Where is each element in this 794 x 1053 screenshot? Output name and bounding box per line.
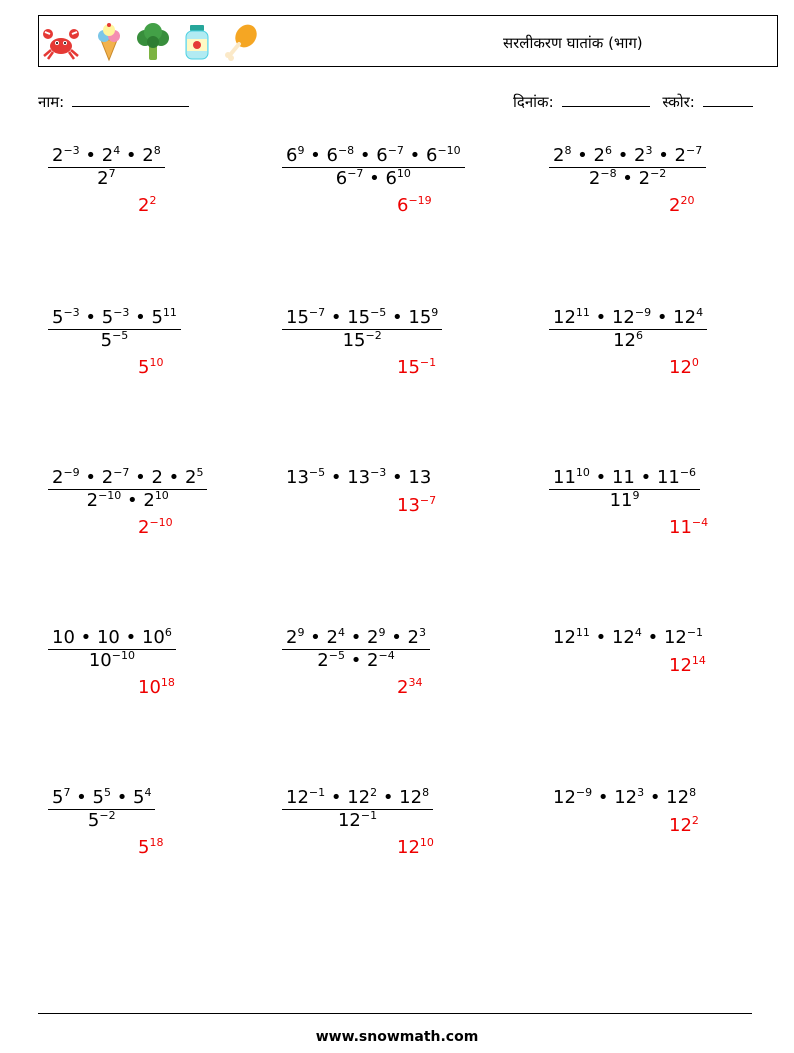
power-term: $6^{10}$	[385, 167, 411, 189]
power-term: $15^{-7}$	[286, 306, 326, 328]
answer-14	[397, 836, 434, 858]
multiply-dot: •	[325, 787, 348, 808]
power-term: $12^6$	[613, 329, 643, 351]
power-term: $2^3$	[634, 144, 653, 166]
multiply-dot: •	[325, 467, 348, 488]
date-label: दिनांक:	[513, 93, 554, 111]
power-term: $2^4$	[326, 626, 345, 648]
power-term: $12^2$	[347, 786, 378, 808]
drumstick-icon	[221, 22, 261, 62]
answer-10	[138, 676, 175, 698]
fraction	[48, 786, 155, 831]
power-term: $6^{-7}$	[335, 167, 364, 189]
multiply-dot: •	[652, 145, 675, 166]
power-term: $2^{-3}$	[52, 144, 80, 166]
denominator	[48, 489, 207, 510]
answer-5	[397, 356, 437, 378]
expression	[282, 466, 432, 488]
footer-url: www.snowmath.com	[315, 1029, 479, 1045]
fraction	[48, 144, 165, 189]
fraction	[48, 626, 176, 671]
fraction	[549, 144, 706, 189]
answer-power: $2^2$	[138, 194, 157, 216]
expression	[549, 786, 697, 808]
answer-power: $2^{20}$	[669, 194, 695, 216]
multiply-dot: •	[377, 787, 400, 808]
problem-5	[282, 306, 442, 351]
expression	[549, 626, 704, 648]
answer-7	[138, 516, 173, 538]
answer-8	[397, 494, 437, 516]
denominator	[48, 649, 176, 670]
multiply-dot: •	[120, 145, 143, 166]
multiply-dot: •	[129, 307, 152, 328]
power-term: $15^{-2}$	[342, 329, 382, 351]
name-field	[38, 92, 189, 112]
power-term: $2^5$	[184, 466, 204, 488]
power-term: 10	[96, 627, 120, 648]
problem-14	[282, 786, 433, 831]
answer-11	[397, 676, 423, 698]
multiply-dot: •	[386, 467, 409, 488]
power-term: $2^{10}$	[143, 489, 169, 511]
multiply-dot: •	[79, 467, 102, 488]
power-term: $15^9$	[408, 306, 439, 328]
numerator	[48, 786, 155, 809]
date-blank[interactable]	[562, 92, 650, 107]
fraction	[282, 626, 430, 671]
answer-power: $12^{10}$	[397, 836, 434, 858]
power-term: $10^6$	[141, 626, 172, 648]
problem-4	[48, 306, 181, 351]
multiply-dot: •	[592, 787, 615, 808]
crab-icon	[41, 22, 81, 62]
power-term: $12^{11}$	[553, 626, 590, 648]
worksheet-header	[38, 15, 778, 67]
problem-1	[48, 144, 165, 189]
power-term: $2^8$	[142, 144, 161, 166]
problem-8	[282, 466, 432, 488]
power-term: $2^{-4}$	[367, 649, 395, 671]
power-term: $12^{-1}$	[337, 809, 378, 831]
numerator	[282, 144, 465, 167]
multiply-dot: •	[385, 627, 408, 648]
fraction	[48, 466, 207, 511]
numerator	[549, 306, 707, 329]
answer-power: $10^{18}$	[138, 676, 175, 698]
fraction	[282, 786, 433, 831]
power-term: $2^{-7}$	[674, 144, 703, 166]
power-term: $12^{-1}$	[663, 626, 704, 648]
power-term: $5^{-5}$	[100, 329, 129, 351]
power-term: $2^8$	[553, 144, 572, 166]
power-term: $5^{11}$	[151, 306, 177, 328]
power-term: $5^{-3}$	[101, 306, 130, 328]
problem-15	[549, 786, 697, 808]
problem-11	[282, 626, 430, 671]
power-term: $11^{10}$	[553, 466, 590, 488]
power-term: $2^{-5}$	[317, 649, 345, 671]
multiply-dot: •	[119, 627, 142, 648]
problem-3	[549, 144, 706, 189]
name-blank[interactable]	[72, 92, 189, 107]
numerator	[48, 626, 176, 649]
denominator	[48, 809, 155, 830]
denominator	[282, 809, 433, 830]
answer-12	[669, 654, 706, 676]
power-term: $12^{11}$	[553, 306, 590, 328]
multiply-dot: •	[403, 145, 426, 166]
denominator	[549, 489, 700, 510]
multiply-dot: •	[616, 168, 639, 189]
multiply-dot: •	[641, 627, 664, 648]
multiply-dot: •	[354, 145, 377, 166]
power-term: $2^{-2}$	[638, 167, 667, 189]
answer-power: $5^{10}$	[138, 356, 164, 378]
answer-6	[669, 356, 699, 378]
problem-10	[48, 626, 176, 671]
power-term: $13^{-3}$	[347, 466, 387, 488]
footer-divider	[38, 1013, 752, 1014]
multiply-dot: •	[129, 467, 152, 488]
multiply-dot: •	[571, 145, 594, 166]
power-term: $2^{-7}$	[101, 466, 130, 488]
power-term: $6^{-8}$	[326, 144, 355, 166]
power-term: $12^{-9}$	[611, 306, 652, 328]
multiply-dot: •	[325, 307, 348, 328]
numerator	[48, 306, 181, 329]
problem-13	[48, 786, 155, 831]
denominator	[48, 167, 165, 188]
answer-4	[138, 356, 164, 378]
power-term: $2^9$	[367, 626, 386, 648]
multiply-dot: •	[589, 627, 612, 648]
multiply-dot: •	[74, 627, 97, 648]
date-score-fields	[513, 92, 753, 112]
multiply-dot: •	[110, 787, 134, 808]
problem-2	[282, 144, 465, 189]
power-term: $2^3$	[407, 626, 426, 648]
fraction	[282, 306, 442, 351]
answer-9	[669, 516, 709, 538]
answer-power: $11^{-4}$	[669, 516, 709, 538]
jar-icon	[177, 22, 217, 62]
answer-13	[138, 836, 164, 858]
worksheet-title: सरलीकरण घातांक (भाग)	[503, 34, 643, 52]
answer-power: $12^{14}$	[669, 654, 706, 676]
numerator	[549, 144, 706, 167]
answer-3	[669, 194, 695, 216]
power-term: $11^9$	[609, 489, 640, 511]
multiply-dot: •	[589, 307, 612, 328]
answer-power: $15^{-1}$	[397, 356, 437, 378]
power-term: $2^{-10}$	[86, 489, 122, 511]
name-label: नाम:	[38, 93, 65, 111]
answer-1	[138, 194, 157, 216]
multiply-dot: •	[304, 145, 327, 166]
power-term: $12^3$	[614, 786, 645, 808]
power-term: $12^4$	[673, 306, 704, 328]
fraction	[282, 144, 465, 189]
denominator	[549, 329, 707, 350]
answer-power: $5^{18}$	[138, 836, 164, 858]
multiply-dot: •	[70, 787, 93, 808]
multiply-dot: •	[363, 168, 386, 189]
fraction	[549, 466, 700, 511]
answer-power: $12^0$	[669, 356, 699, 378]
multiply-dot: •	[304, 627, 327, 648]
multiply-dot: •	[589, 467, 612, 488]
denominator	[48, 329, 181, 350]
multiply-dot: •	[386, 307, 409, 328]
problem-9	[549, 466, 700, 511]
denominator	[282, 649, 430, 670]
numerator	[282, 306, 442, 329]
power-term: $5^5$	[92, 786, 111, 808]
multiply-dot: •	[162, 467, 185, 488]
score-label: स्कोर:	[662, 93, 695, 111]
score-blank[interactable]	[703, 92, 753, 107]
fraction	[48, 306, 181, 351]
power-term: $5^7$	[52, 786, 71, 808]
power-term: $12^{-9}$	[553, 786, 593, 808]
answer-power: $12^2$	[669, 814, 699, 836]
denominator	[549, 167, 706, 188]
answer-power: $2^{34}$	[397, 676, 423, 698]
power-term: $5^4$	[133, 786, 152, 808]
power-term: $2^7$	[97, 167, 116, 189]
power-term: $2^9$	[286, 626, 305, 648]
multiply-dot: •	[651, 307, 674, 328]
problem-6	[549, 306, 707, 351]
power-term: $15^{-5}$	[347, 306, 387, 328]
power-term: $12^{-1}$	[286, 786, 326, 808]
power-term: $2^4$	[101, 144, 121, 166]
numerator	[48, 144, 165, 167]
power-term: $12^8$	[666, 786, 697, 808]
power-term: $6^{-7}$	[376, 144, 404, 166]
power-term: $6^9$	[286, 144, 305, 166]
power-term: $6^{-10}$	[425, 144, 461, 166]
numerator	[282, 626, 430, 649]
numerator	[48, 466, 207, 489]
power-term: $2^{-8}$	[588, 167, 617, 189]
multiply-dot: •	[79, 145, 102, 166]
multiply-dot: •	[644, 787, 667, 808]
multiply-dot: •	[121, 490, 144, 511]
power-term: $2^6$	[593, 144, 612, 166]
denominator	[282, 329, 442, 350]
answer-15	[669, 814, 699, 836]
ice-cream-icon	[89, 22, 129, 62]
power-term: 13	[408, 467, 432, 488]
power-term: $2^{-9}$	[52, 466, 80, 488]
power-term: $11^{-6}$	[656, 466, 697, 488]
answer-power: $6^{-19}$	[397, 194, 432, 216]
answer-2	[397, 194, 432, 216]
power-term: $5^{-3}$	[52, 306, 80, 328]
numerator	[549, 466, 700, 489]
multiply-dot: •	[344, 650, 368, 671]
power-term: $10^{-10}$	[88, 649, 135, 671]
denominator	[282, 167, 465, 188]
numerator	[282, 786, 433, 809]
power-term: $5^{-2}$	[87, 809, 116, 831]
fraction	[549, 306, 707, 351]
multiply-dot: •	[344, 627, 368, 648]
power-term: $12^4$	[611, 626, 642, 648]
answer-power: $2^{-10}$	[138, 516, 173, 538]
power-term: $12^8$	[399, 786, 430, 808]
power-term: $13^{-5}$	[286, 466, 326, 488]
problem-12	[549, 626, 704, 648]
power-term: 10	[52, 627, 75, 648]
multiply-dot: •	[634, 467, 657, 488]
broccoli-icon	[133, 22, 173, 62]
multiply-dot: •	[79, 307, 102, 328]
power-term: 11	[611, 467, 635, 488]
power-term: 2	[151, 467, 163, 488]
multiply-dot: •	[611, 145, 635, 166]
answer-power: $13^{-7}$	[397, 494, 437, 516]
problem-7	[48, 466, 207, 511]
